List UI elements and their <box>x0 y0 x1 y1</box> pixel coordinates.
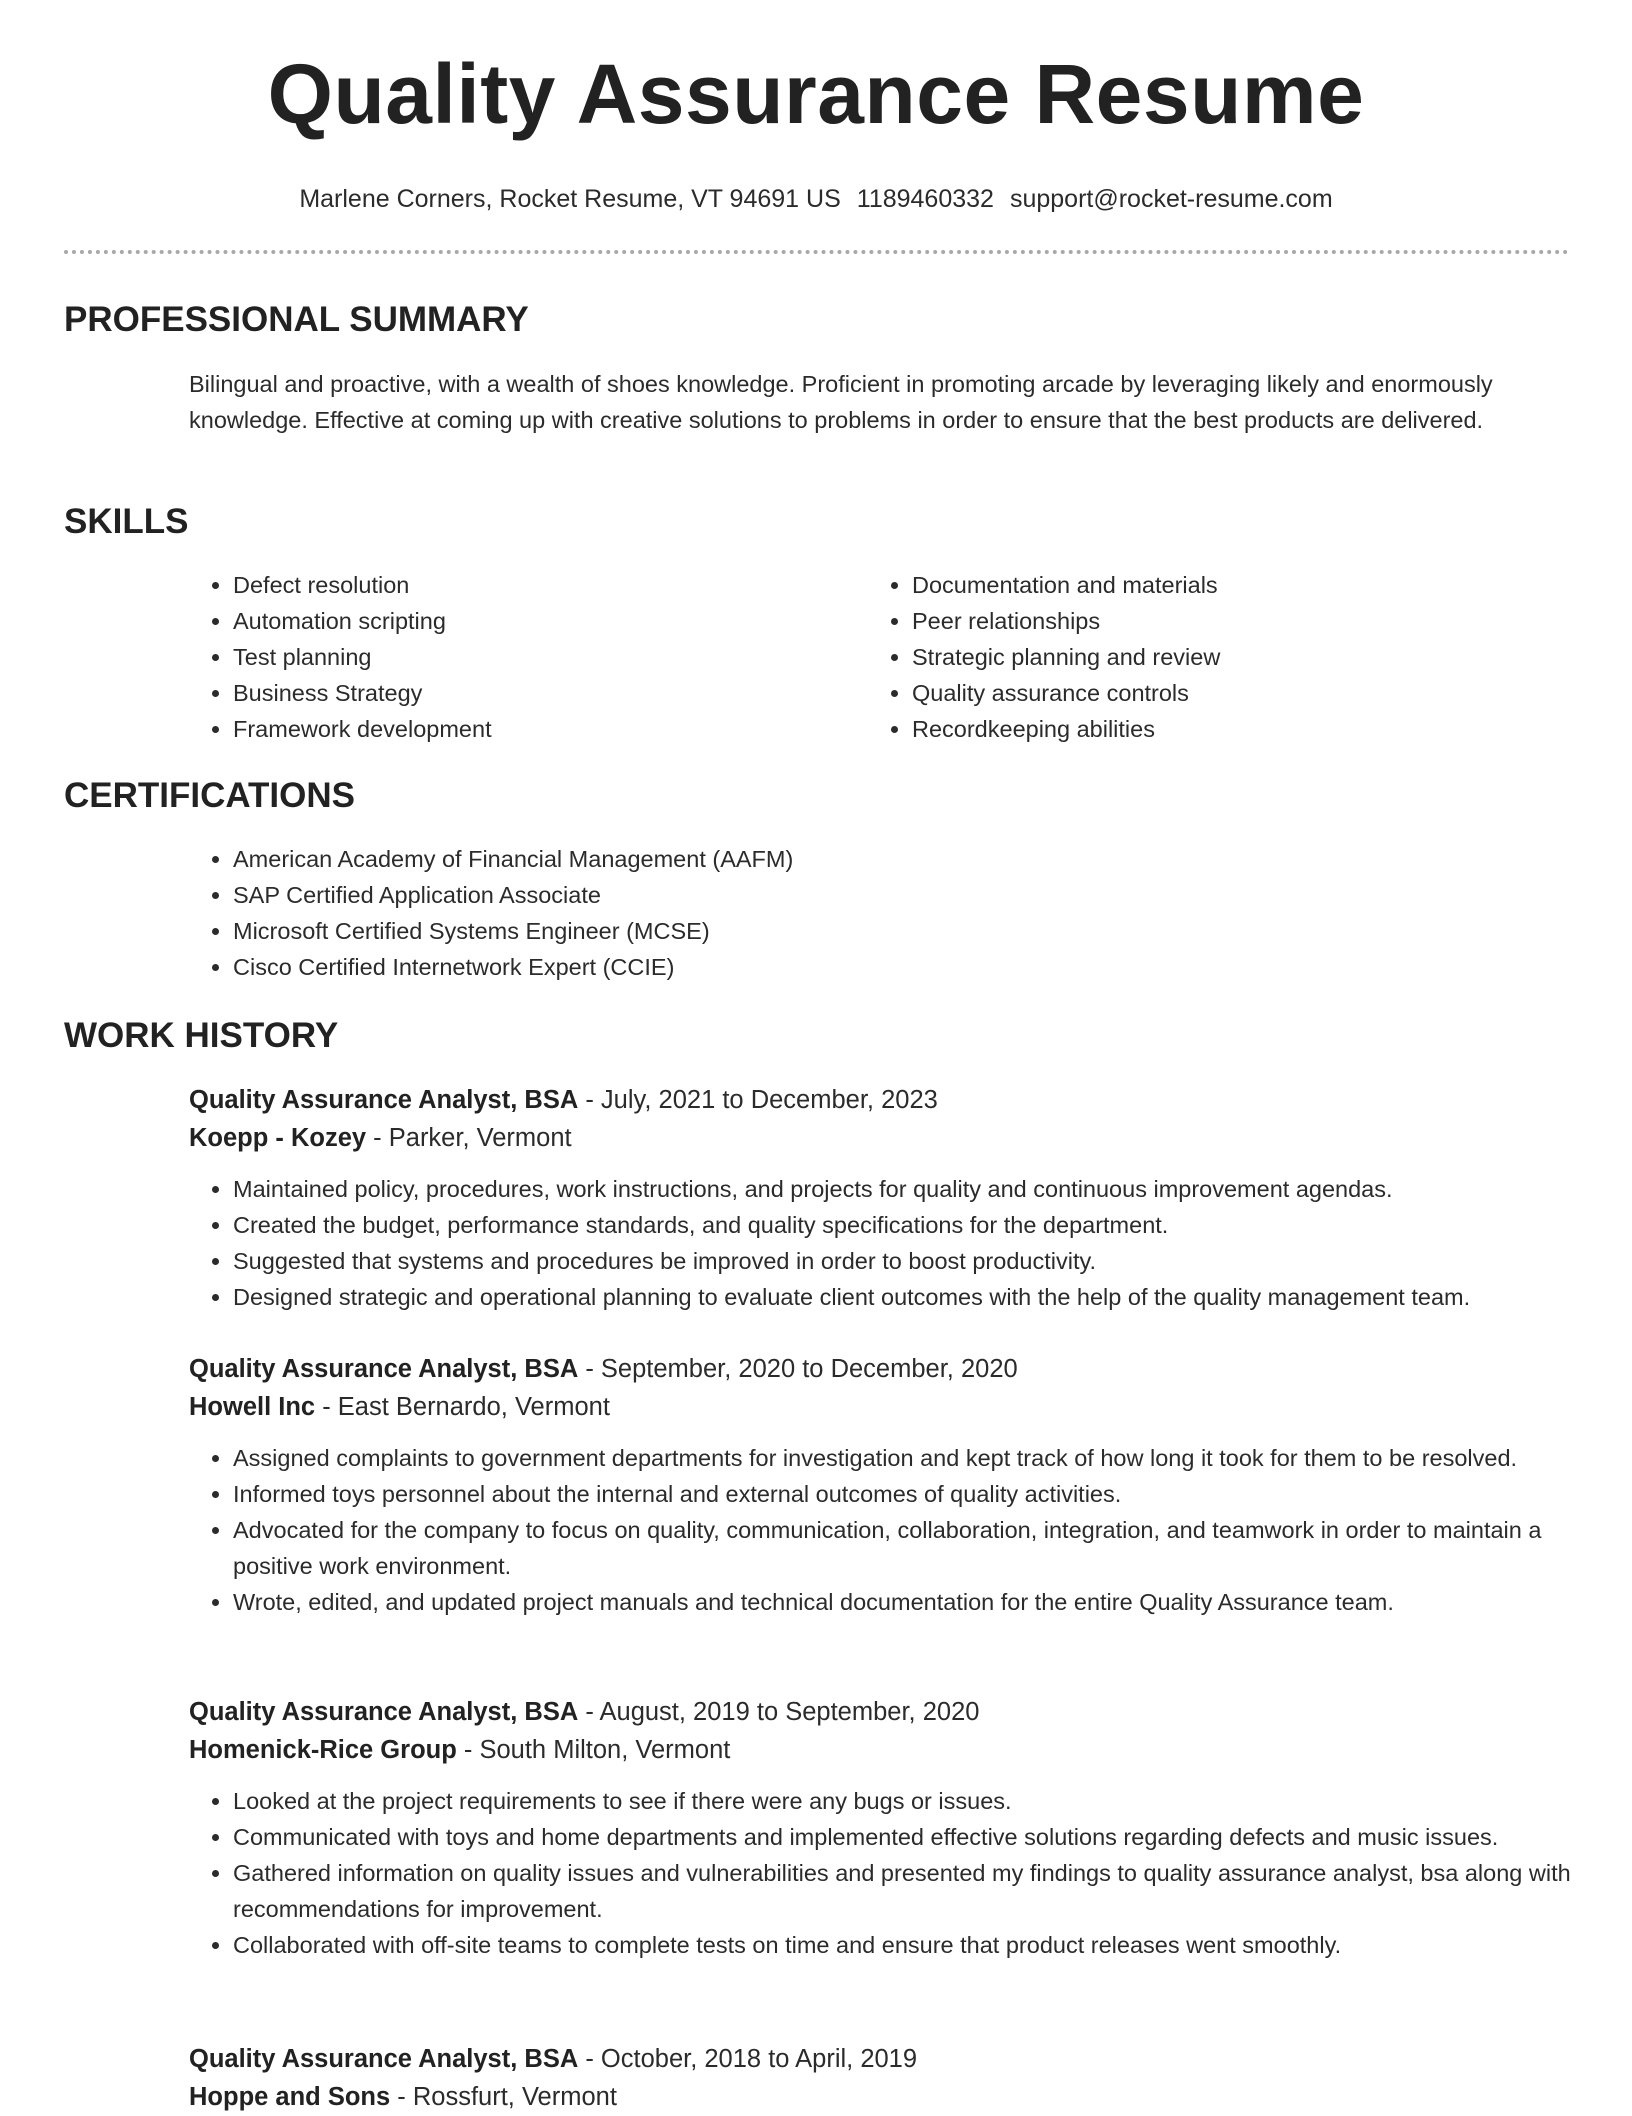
job-dates: - September, 2020 to December, 2020 <box>578 1355 1018 1383</box>
job-title-line <box>189 2040 1579 2078</box>
skill-item: • Framework development <box>233 711 833 747</box>
summary-text: Bilingual and proactive, with a wealth of shoes knowledge. Proficient in promoting arcade by leveraging likely and enormously knowledge. Effective at coming up with creative solutions to problems in order to ensure that the best products are delivered. <box>189 371 1493 433</box>
job-bullet: • Maintained policy, procedures, work instructions, and projects for quality and continuous improvement agendas. <box>233 1171 1579 1207</box>
header-divider <box>64 250 1569 254</box>
job-company-line <box>189 2078 1579 2116</box>
skill-item: • Peer relationships <box>912 603 1592 639</box>
work-history-heading: WORK HISTORY <box>64 1016 339 1055</box>
job-location: - East Bernardo, Vermont <box>315 1393 610 1421</box>
skill-item: • Recordkeeping abilities <box>912 711 1592 747</box>
job-company-line <box>189 1119 1579 1157</box>
job-location: - South Milton, Vermont <box>456 1736 731 1764</box>
job-bullet: • Advocated for the company to focus on quality, communication, collaboration, integration, and teamwork in order to maintain a positive work environment. <box>233 1512 1579 1584</box>
certification-item: • SAP Certified Application Associate <box>233 877 1533 913</box>
job-bullets <box>189 1171 1579 1315</box>
skill-item: • Documentation and materials <box>912 567 1592 603</box>
contact-line <box>0 184 1632 214</box>
job-company: Hoppe and Sons <box>189 2083 391 2111</box>
job-dates: - August, 2019 to September, 2020 <box>578 1698 980 1726</box>
certifications-list <box>189 841 1533 985</box>
job-bullet: • Wrote, edited, and updated project manuals and technical documentation for the entire Quality Assurance team. <box>233 1584 1579 1620</box>
job-entry <box>189 2040 1579 2116</box>
skill-item: • Strategic planning and review <box>912 639 1592 675</box>
contact-email[interactable]: support@rocket-resume.com <box>1009 185 1333 213</box>
certification-item: • Cisco Certified Internetwork Expert (CCIE) <box>233 949 1533 985</box>
job-bullet: • Assigned complaints to government departments for investigation and kept track of how long it took for them to be resolved. <box>233 1440 1579 1476</box>
contact-address: Marlene Corners, Rocket Resume, VT 94691 US <box>299 185 841 213</box>
job-company: Howell Inc <box>189 1393 316 1421</box>
job-bullet: • Suggested that systems and procedures be improved in order to boost productivity. <box>233 1243 1579 1279</box>
job-title-line <box>189 1081 1579 1119</box>
certification-item: • American Academy of Financial Management (AAFM) <box>233 841 1533 877</box>
skills-heading: SKILLS <box>64 502 189 541</box>
job-title: Quality Assurance Analyst, BSA <box>189 1355 579 1383</box>
skills-list-right <box>868 567 1592 747</box>
job-entry <box>189 1081 1579 1315</box>
job-title-line <box>189 1693 1579 1731</box>
job-company: Koepp - Kozey <box>189 1124 367 1152</box>
job-company: Homenick-Rice Group <box>189 1736 457 1764</box>
job-bullet: • Informed toys personnel about the internal and external outcomes of quality activities. <box>233 1476 1579 1512</box>
job-dates: - October, 2018 to April, 2019 <box>578 2045 918 2073</box>
job-bullets <box>189 1783 1579 1963</box>
job-title: Quality Assurance Analyst, BSA <box>189 2045 579 2073</box>
job-location: - Parker, Vermont <box>366 1124 572 1152</box>
job-bullet: • Gathered information on quality issues and vulnerabilities and presented my findings to quality assurance analyst, bsa along with recommendations for improvement. <box>233 1855 1579 1927</box>
skill-item: • Quality assurance controls <box>912 675 1592 711</box>
summary-heading: PROFESSIONAL SUMMARY <box>64 300 529 339</box>
job-location: - Rossfurt, Vermont <box>390 2083 617 2111</box>
job-bullet: • Looked at the project requirements to see if there were any bugs or issues. <box>233 1783 1579 1819</box>
job-bullet: • Communicated with toys and home departments and implemented effective solutions regarding defects and music issues. <box>233 1819 1579 1855</box>
job-title: Quality Assurance Analyst, BSA <box>189 1698 579 1726</box>
job-company-line <box>189 1388 1579 1426</box>
resume-title: Quality Assurance Resume <box>267 47 1365 141</box>
skills-list-left <box>189 567 833 747</box>
job-title: Quality Assurance Analyst, BSA <box>189 1086 579 1114</box>
job-company-line <box>189 1731 1579 1769</box>
skill-item: • Defect resolution <box>233 567 833 603</box>
certification-item: • Microsoft Certified Systems Engineer (MCSE) <box>233 913 1533 949</box>
job-bullets <box>189 1440 1579 1620</box>
job-entry <box>189 1350 1579 1620</box>
job-bullet: • Designed strategic and operational planning to evaluate client outcomes with the help of the quality management team. <box>233 1279 1579 1315</box>
contact-phone: 1189460332 <box>856 185 994 213</box>
skill-item: • Test planning <box>233 639 833 675</box>
job-dates: - July, 2021 to December, 2023 <box>578 1086 938 1114</box>
skill-item: • Automation scripting <box>233 603 833 639</box>
job-entry <box>189 1693 1579 1963</box>
job-title-line <box>189 1350 1579 1388</box>
certifications-heading: CERTIFICATIONS <box>64 776 356 815</box>
job-bullet: • Created the budget, performance standards, and quality specifications for the department. <box>233 1207 1579 1243</box>
job-bullet: • Collaborated with off-site teams to complete tests on time and ensure that product releases went smoothly. <box>233 1927 1579 1963</box>
skill-item: • Business Strategy <box>233 675 833 711</box>
